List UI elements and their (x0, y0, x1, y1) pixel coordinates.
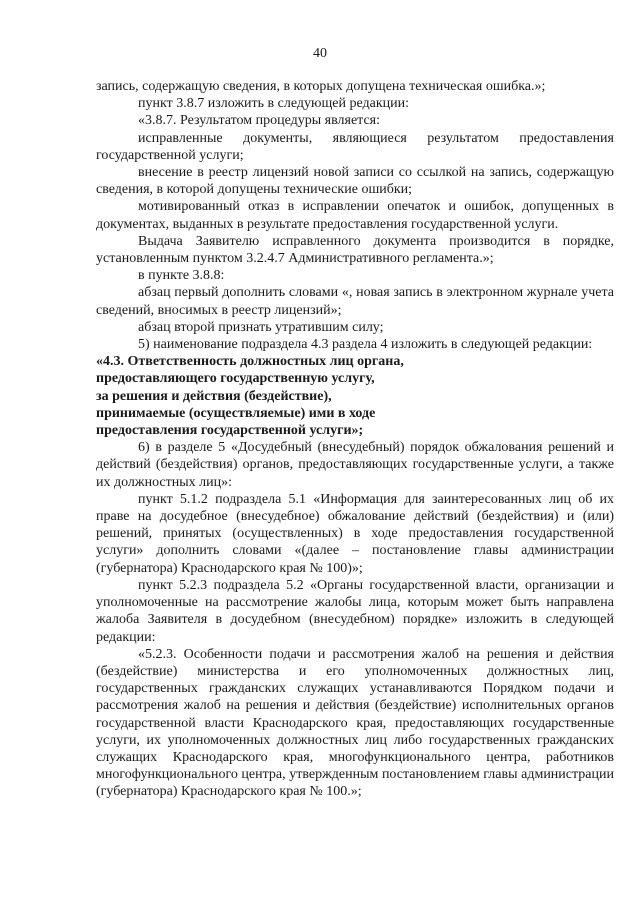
paragraph: пункт 5.2.3 подраздела 5.2 «Органы государственной власти, организации и уполномоченные на рассмотрение жалобы лица, которым может быть направлена жалоба Заявителя в досудебном (внесудебном) порядке» изложить в следующей редакции: (96, 577, 614, 645)
page-number: 40 (313, 46, 327, 61)
paragraph: Выдача Заявителю исправленного документа производится в порядке, установленным пунктом 3.2.4.7 Административного регламента.»; (96, 233, 614, 267)
section-heading (96, 353, 614, 439)
paragraph: абзац первый дополнить словами «, новая запись в электронном журнале учета сведений, вносимых в реестр лицензий»; (96, 285, 614, 318)
heading-line: «4.3. Ответственность должностных лиц органа, (96, 354, 404, 370)
paragraph: «3.8.7. Результатом процедуры является: (138, 113, 380, 129)
paragraph: исправленные документы, являющиеся результатом предоставления государственной услуги; (96, 130, 614, 163)
paragraph: 6) в разделе 5 «Досудебный (внесудебный) порядок обжалования решений и действий (бездействия) органов, предоставляющих государственные услуги, а также их должностных лиц»: (96, 440, 614, 490)
paragraph: внесение в реестр лицензий новой записи со ссылкой на запись, содержащую сведения, в которой допущены технические ошибки; (96, 165, 614, 198)
heading-line: за решения и действия (бездействие), (96, 388, 332, 404)
heading-line: принимаемые (осуществляемые) ими в ходе (96, 405, 376, 421)
heading-line: предоставляющего государственную услугу, (96, 371, 375, 387)
paragraph: запись, содержащую сведения, в которых допущена техническая ошибка.»; (96, 79, 546, 94)
paragraph: 5) наименование подраздела 4.3 раздела 4 изложить в следующей редакции: (138, 337, 593, 353)
paragraph: пункт 3.8.7 изложить в следующей редакции: (138, 96, 409, 112)
paragraph: мотивированный отказ в исправлении опечаток и ошибок, допущенных в документах, выданных в результате предоставления государственной услуги. (96, 199, 614, 232)
heading-line: предоставления государственной услуги»; (96, 423, 364, 439)
paragraph: «5.2.3. Особенности подачи и рассмотрения жалоб на решения и действия (бездействие) министерства и его уполномоченных должностных лиц, государственных гражданских служащих устанавливаются Порядком подачи и рассмотрения жалоб на решения и действия (бездействие) исполнительных органов государственной власти Краснодарского края, предоставляющих государственные услуги, их уполномоченных должностных лиц либо государственных гражданских служащих Краснодарского края, многофункционального центра, работников многофункционального центра, утвержденным постановлением главы администрации (губернатора) Краснодарского края № 100.»; (96, 646, 614, 800)
paragraph: в пункте 3.8.8: (138, 268, 225, 284)
document-body (96, 78, 614, 801)
paragraph: пункт 5.1.2 подраздела 5.1 «Информация для заинтересованных лиц об их праве на досудебное (внесудебное) обжалование действий (бездействия) и (или) решений, принятых (осуществленных) в ходе предоставления государственной услуги» дополнить словами «(далее – постановление главы администрации (губернатора) Краснодарского края № 100)»; (96, 491, 614, 576)
paragraph: абзац второй признать утратившим силу; (138, 319, 384, 335)
